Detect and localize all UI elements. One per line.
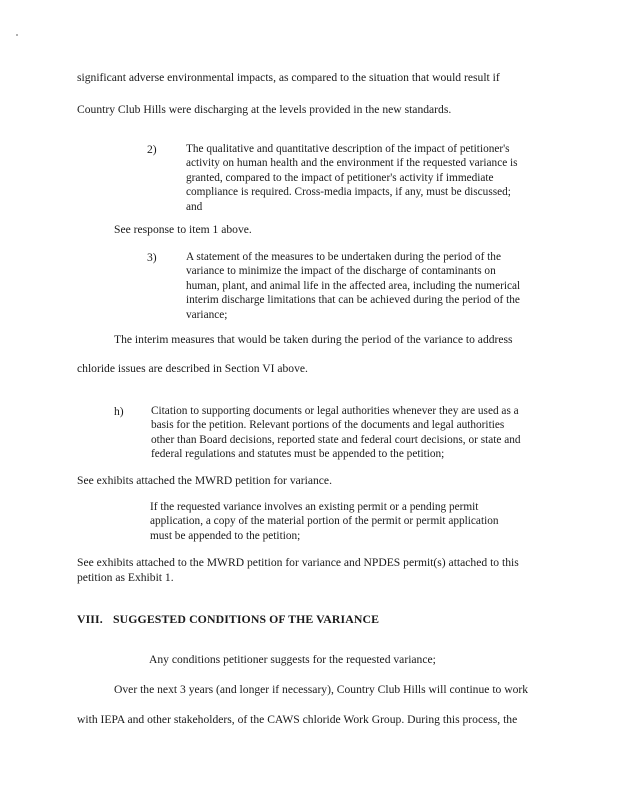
item-h-line: Citation to supporting documents or legal authorities whenever they are used as a	[151, 405, 519, 417]
item-2-line: The qualitative and quantitative description of the impact of petitioner's	[186, 143, 510, 155]
item-3-number: 3)	[147, 251, 157, 264]
item-2-line: granted, compared to the impact of petitioner's activity if immediate	[186, 171, 494, 184]
item-h-line: basis for the petition. Relevant portions of the documents and legal authorities	[151, 419, 505, 432]
closing-line-2: with IEPA and other stakeholders, of the CAWS chloride Work Group. During this process, the	[77, 713, 518, 726]
item-2-line: and	[186, 200, 203, 213]
scan-speck	[16, 34, 18, 36]
section-title: SUGGESTED CONDITIONS OF THE VARIANCE	[113, 612, 380, 626]
intro-line-2: Country Club Hills were discharging at the levels provided in the new standards.	[77, 103, 452, 116]
item-3-text	[186, 250, 520, 322]
item-3-line: human, plant, and animal life in the affected area, including the numerical	[186, 279, 521, 292]
response-item-3-line-1: The interim measures that would be taken during the period of the variance to address	[114, 333, 513, 346]
permit-item-line: If the requested variance involves an existing permit or a pending permit	[150, 501, 479, 513]
item-2-number: 2)	[147, 143, 157, 156]
item-3-line: variance to minimize the impact of the discharge of contaminants on	[186, 265, 496, 278]
item-2-text	[186, 142, 518, 214]
section-number: VIII.	[77, 612, 103, 626]
permit-item-line: application, a copy of the material portion of the permit or permit application	[150, 515, 499, 528]
response-permit-line-1: See exhibits attached to the MWRD petition for variance and NPDES permit(s) attached to this	[77, 556, 519, 569]
item-2-line: activity on human health and the environment if the requested variance is	[186, 157, 518, 170]
item-h-number: h)	[114, 405, 124, 418]
response-permit-line-2: petition as Exhibit 1.	[77, 571, 174, 584]
item-h-text	[151, 404, 521, 462]
permit-item-text	[150, 500, 499, 543]
item-3-line: variance;	[186, 308, 228, 321]
item-3-line: interim discharge limitations that can be achieved during the period of the	[186, 294, 520, 307]
item-h-line: federal regulations and statutes must be appended to the petition;	[151, 448, 445, 461]
item-3-line: A statement of the measures to be undertaken during the period of the	[186, 251, 501, 263]
closing-line-1: Over the next 3 years (and longer if necessary), Country Club Hills will continue to work	[114, 683, 529, 696]
response-item-3-line-2: chloride issues are described in Section VI above.	[77, 362, 308, 375]
response-item-h: See exhibits attached the MWRD petition for variance.	[77, 474, 332, 487]
permit-item-line: must be appended to the petition;	[150, 529, 301, 542]
conditions-prompt: Any conditions petitioner suggests for the requested variance;	[149, 653, 436, 666]
response-item-2: See response to item 1 above.	[114, 223, 252, 236]
intro-line-1: significant adverse environmental impacts, as compared to the situation that would result if	[77, 71, 500, 84]
item-h-line: other than Board decisions, reported state and federal court decisions, or state and	[151, 433, 521, 446]
item-2-line: compliance is required. Cross-media impacts, if any, must be discussed;	[186, 186, 511, 199]
